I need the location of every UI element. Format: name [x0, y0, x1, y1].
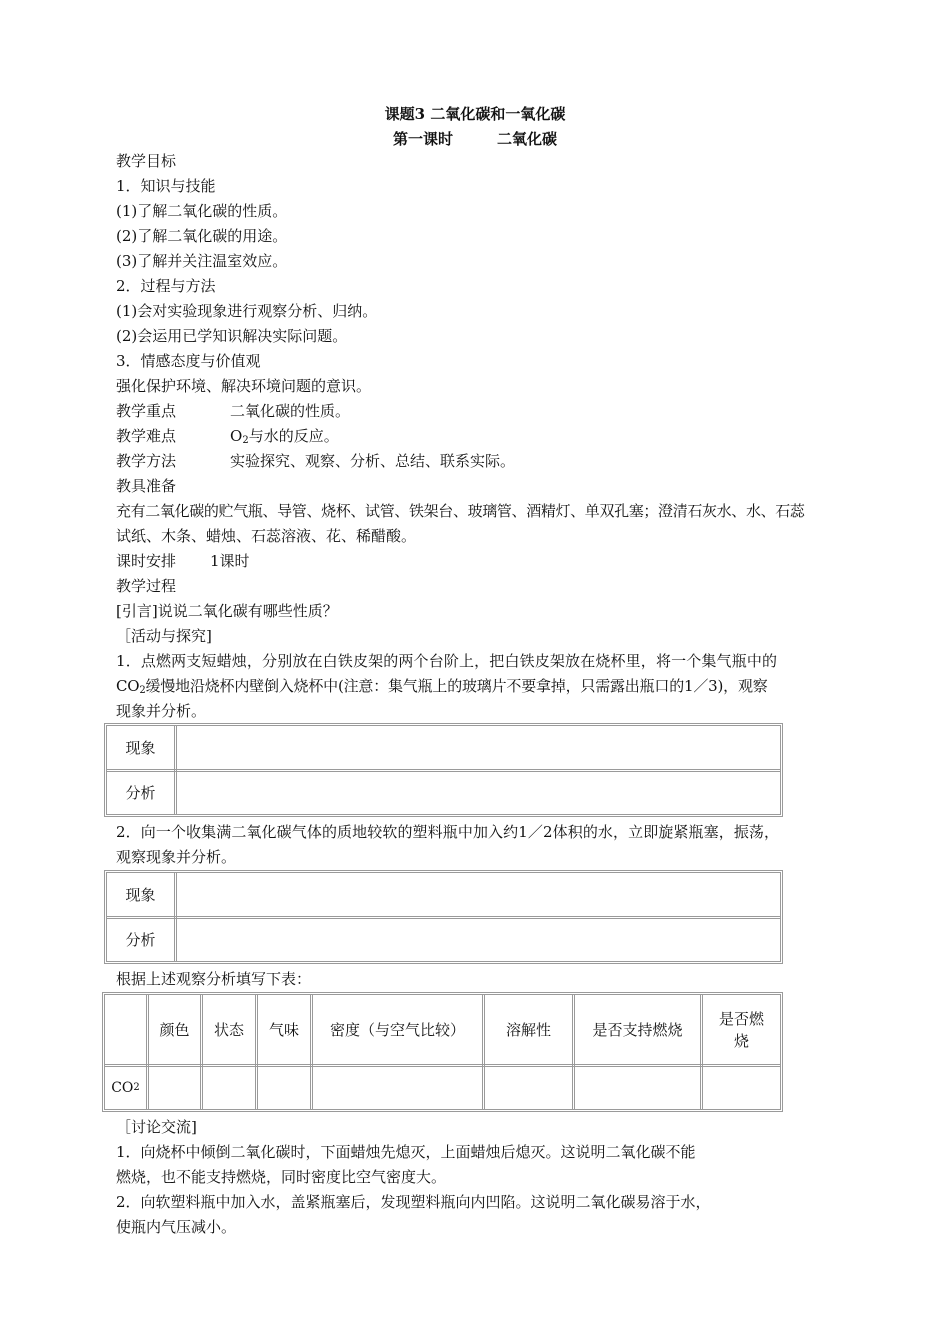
table-3-header-density: 密度（与空气比较） [329, 1020, 465, 1039]
table-3-row-label-co2: CO 2 [111, 1080, 140, 1096]
materials-line-2: 试纸、木条、蜡烛、石蕊溶液、花、稀醋酸。 [116, 527, 417, 545]
knowledge-item-1: (1)了解二氧化碳的性质。 [116, 202, 288, 220]
experiment-1-line-2: $CO_2$缓慢地沿烧杯内壁倒入烧杯中(注意：集气瓶上的玻璃片不要拿掉，只需露出瓶口的1／3)，观察 [116, 677, 768, 696]
process-section-heading: 教学过程 [116, 577, 177, 595]
discussion-2-line-2: 使瓶内气压减小。 [116, 1218, 237, 1236]
fill-instruction: 根据上述观察分析填写下表： [116, 970, 312, 988]
process-item-2: (2)会运用已学知识解决实际问题。 [116, 327, 348, 345]
experiment-1-line-3: 现象并分析。 [116, 702, 207, 720]
objectives-heading: 教学目标 [116, 152, 177, 170]
table-1-analysis-cell[interactable] [177, 772, 780, 814]
schedule-line [116, 551, 250, 571]
materials-heading: 教具准备 [116, 477, 177, 495]
table-3-cell-color[interactable] [149, 1067, 200, 1109]
table-3-cell-density[interactable] [313, 1067, 482, 1109]
knowledge-item-3: (3)了解并关注温室效应。 [116, 252, 288, 270]
discussion-1-line-2: 燃烧，也不能支持燃烧，同时密度比空气密度大。 [116, 1168, 447, 1186]
subtitle-topic: 二氧化碳 [497, 130, 558, 148]
activity-heading: ［活动与探究] [116, 627, 212, 645]
method-label: 教学方法 [116, 452, 177, 470]
observation-table-2 [104, 870, 783, 964]
intro-line: [引言]说说二氧化碳有哪些性质？ [116, 602, 338, 620]
lesson-title: 课题3 二氧化碳和一氧化碳 [384, 105, 566, 123]
key-point-line [116, 401, 350, 421]
discussion-1-line-1: 1．向烧杯中倾倒二氧化碳时，下面蜡烛先熄灭，上面蜡烛后熄灭。这说明二氧化碳不能 [116, 1143, 696, 1161]
table-3-cell-combustible[interactable] [703, 1067, 780, 1109]
table-3-header-supports-combustion: 是否支持燃烧 [592, 1020, 683, 1039]
lesson-subtitle [0, 128, 950, 149]
experiment-1-line-1: 1．点燃两支短蜡烛，分别放在白铁皮架的两个台阶上，把白铁皮架放在烧杯里，将一个集气瓶中的 [116, 652, 778, 670]
table-2-phenomenon-label: 现象 [125, 885, 156, 904]
table-3-cell-supports-combustion[interactable] [575, 1067, 700, 1109]
table-3-header-solubility: 溶解性 [505, 1020, 551, 1039]
table-2-phenomenon-cell[interactable] [177, 873, 780, 916]
table-3-cell-odor[interactable] [258, 1067, 310, 1109]
table-3-corner-cell [105, 995, 146, 1064]
table-1-phenomenon-cell[interactable] [177, 726, 780, 769]
table-1-analysis-label: 分析 [125, 784, 156, 802]
table-3-cell-state[interactable] [203, 1067, 255, 1109]
table-2-analysis-cell[interactable] [177, 919, 780, 961]
process-item-1: (1)会对实验现象进行观察分析、归纳。 [116, 302, 378, 320]
attitude-heading: 3．情感态度与价值观 [116, 352, 261, 370]
table-1-phenomenon-label: 现象 [125, 738, 156, 757]
difficulty-value: $O_2$与水的反应。 [230, 427, 339, 446]
knowledge-item-2: (2)了解二氧化碳的用途。 [116, 227, 288, 245]
method-value: 实验探究、观察、分析、总结、联系实际。 [230, 452, 516, 470]
difficulty-line [116, 426, 339, 451]
observation-table-1 [104, 723, 783, 817]
table-3-header-color: 颜色 [159, 1020, 190, 1039]
difficulty-label: 教学难点 [116, 427, 177, 445]
table-3-header-state: 状态 [213, 1020, 244, 1039]
process-heading: 2．过程与方法 [116, 277, 216, 295]
discussion-heading: ［讨论交流] [116, 1118, 197, 1136]
schedule-label: 课时安排 [116, 552, 177, 570]
method-line [116, 451, 515, 471]
table-2-analysis-label: 分析 [125, 931, 156, 949]
properties-table [102, 992, 783, 1112]
schedule-value: 1课时 [210, 552, 250, 570]
experiment-2-line-1: 2．向一个收集满二氧化碳气体的质地较软的塑料瓶中加入约1／2体积的水，立即旋紧瓶塞，振荡， [116, 823, 780, 841]
experiment-2-line-2: 观察现象并分析。 [116, 848, 237, 866]
discussion-2-line-1: 2．向软塑料瓶中加入水，盖紧瓶塞后，发现塑料瓶向内凹陷。这说明二氧化碳易溶于水， [116, 1193, 711, 1211]
table-3-header-combustible: 是否燃烧 [718, 1009, 764, 1050]
key-point-value: 二氧化碳的性质。 [230, 402, 351, 420]
attitude-item-1: 强化保护环境、解决环境问题的意识。 [116, 377, 372, 395]
knowledge-heading: 1．知识与技能 [116, 177, 216, 195]
key-point-label: 教学重点 [116, 402, 177, 420]
subtitle-period: 第一课时 [392, 130, 453, 148]
table-3-header-odor: 气味 [268, 1020, 299, 1039]
materials-line-1: 充有二氧化碳的贮气瓶、导管、烧杯、试管、铁架台、玻璃管、酒精灯、单双孔塞；澄清石灰水、水、石蕊 [116, 502, 805, 520]
table-3-cell-solubility[interactable] [485, 1067, 572, 1109]
